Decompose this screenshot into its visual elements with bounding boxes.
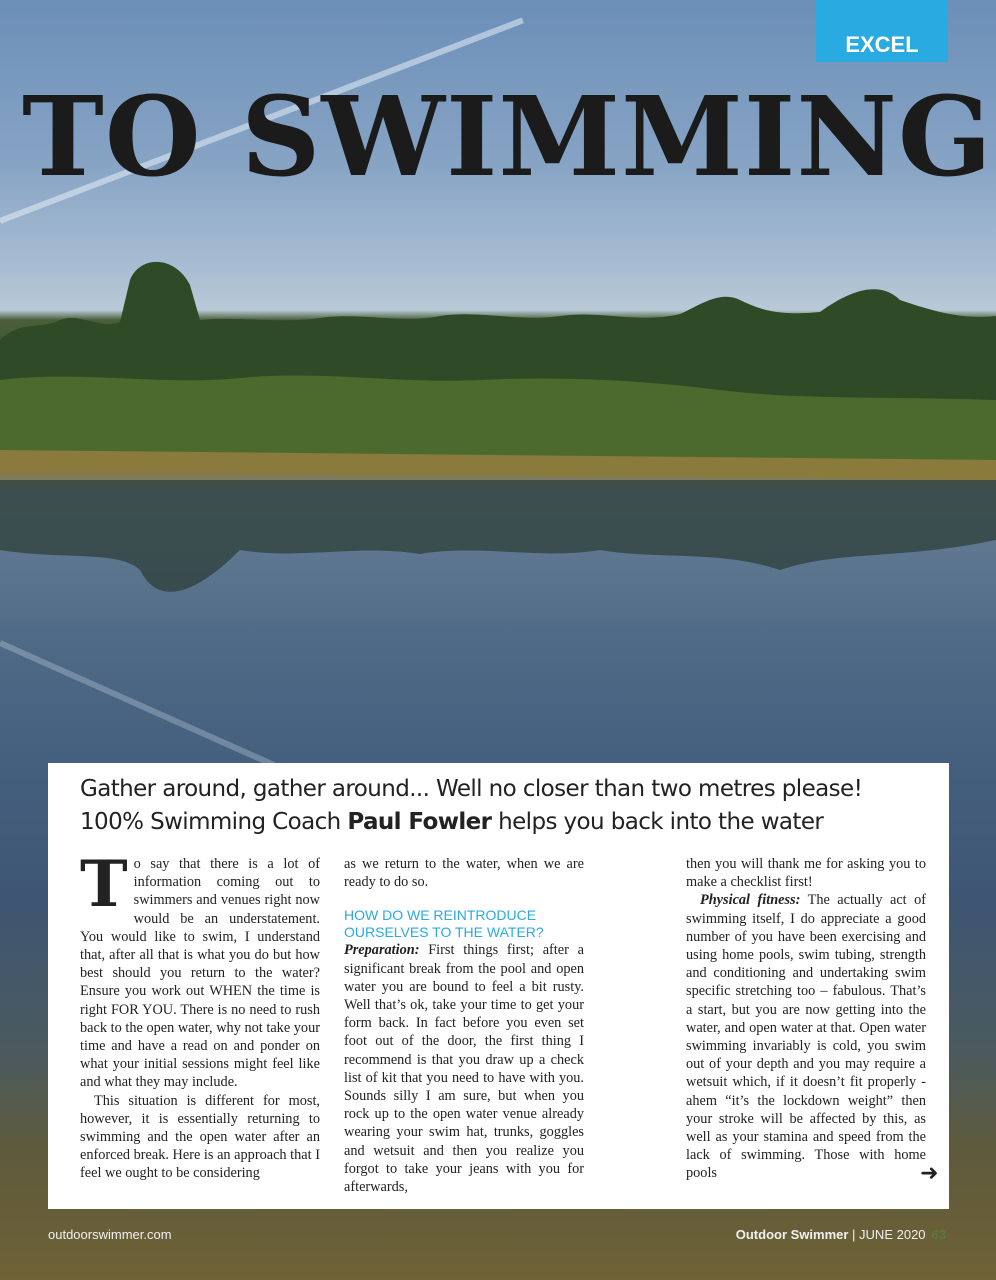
run-in-heading: Preparation: [344, 942, 420, 959]
column-1 [80, 847, 320, 1183]
run-in-heading: Physical fitness: [700, 892, 801, 909]
standfirst-line-1: Gather around, gather around... Well no closer than two metres please! [80, 776, 863, 802]
subheading: HOW DO WE REINTRODUCE OURSELVES TO THE WATER? [344, 907, 544, 941]
author-name: Paul Fowler [347, 809, 492, 835]
paragraph [686, 891, 926, 1182]
separator: | [848, 1227, 860, 1242]
article-panel [48, 763, 949, 1209]
headline: TO SWIMMING [22, 72, 993, 201]
page-number: 63 [931, 1227, 946, 1242]
column-3 [686, 855, 926, 1183]
paragraph: This situation is different for most, however, it is essentially returning to swimming and the open water after an enforced break. Here is an approach that I feel we ought to be considering [80, 1092, 320, 1182]
treeline-reflection [0, 480, 996, 620]
continue-arrow-icon: ➜ [920, 1161, 939, 1186]
paragraph: as we return to the water, when we are ready to do so. [344, 856, 584, 891]
standfirst-text: helps you back into the water [491, 809, 824, 835]
column-2 [344, 855, 584, 1196]
section-tab: EXCEL [816, 0, 948, 62]
treeline [0, 250, 996, 480]
standfirst-text: 100% Swimming Coach [80, 809, 348, 835]
paragraph [80, 847, 320, 1092]
drop-cap: T [80, 847, 128, 922]
contrail [0, 640, 275, 768]
paragraph: then you will thank me for asking you to make a checklist first! [686, 856, 926, 891]
standfirst-line-2 [80, 806, 940, 839]
paragraph-text: The actually act of swimming itself, I do appreciate a good number of you have been exercising and using home pools, swim tubing, strength and conditioning and undertaking swim specific stretching too – fabulous. That’s a start, but you are now getting into the water, and open water at that. Open water swimming invariably is cold, you swim out of your depth and you may require a wetsuit which, if it doesn’t fit properly - ahem “it’s the lockdown weight” then your stroke will be affected by this, as well as your stamina and speed from the lack of swimming. Those with home pools [686, 892, 927, 1182]
magazine-name: Outdoor Swimmer [735, 1227, 849, 1242]
paragraph [344, 941, 584, 1196]
issue-date: JUNE 2020 [859, 1227, 926, 1242]
footer-folio [736, 1227, 946, 1242]
footer-website: outdoorswimmer.com [48, 1227, 172, 1242]
standfirst [80, 773, 940, 839]
paragraph-text: o say that there is a lot of information coming out to swimmers and venues right now would be an understatement. You would like to swim, I understand that, after all that is what you do but how best should you return to the water? Ensure you work out WHEN the time is right FOR YOU. There is no need to rush back to the open water, why not take your time and have a read on and ponder on what your initial sessions might feel like and what they may include. [80, 856, 320, 1091]
paragraph-text: First things first; after a significant break from the pool and open water you are bound to feel a bit rusty. Well that’s ok, take your time to get your form back. In fact before you even set foot out of the door, the first thing I recommend is that you draw up a check list of kit that you need to have with you. Sounds silly I am sure, but when you rock up to the open water venue already wearing your swim hat, trunks, goggles and wetsuit and then you realize you forgot to take your jeans with you for afterwards, [344, 942, 584, 1196]
